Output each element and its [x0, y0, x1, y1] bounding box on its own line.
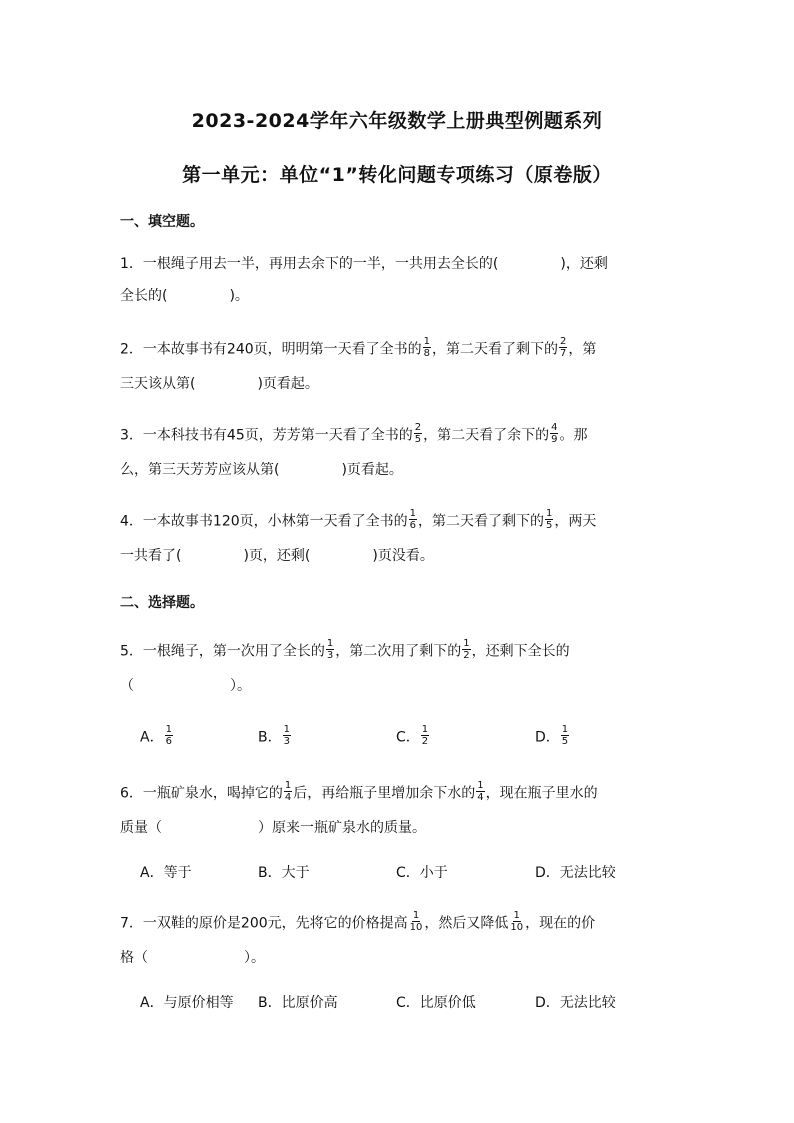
- option-c[interactable]: C．小于: [396, 865, 448, 881]
- fraction: $\frac{1}{4}$: [477, 780, 484, 803]
- fraction: $\frac{1}{2}$: [463, 638, 470, 661]
- option-d[interactable]: D．无法比较: [535, 995, 616, 1011]
- fraction: $\frac{1}{4}$: [284, 780, 292, 803]
- question-7-line-1: 7．一双鞋的原价是200元，先将它的价格提高 $\frac{1}{10}$ ，然后又降低 $\frac{1}{10}$ ，现在的价: [120, 910, 596, 933]
- fraction: $\frac{1}{3}$: [283, 724, 290, 747]
- question-7-line-2: 格（ ）。: [120, 950, 265, 966]
- question-2-line-1: 2．一本故事书有240页，明明第一天看了全书的 $\frac{1}{8}$ ，第二天看了剩下的 $\frac{2}{7}$ ，第: [120, 336, 597, 359]
- fraction: $\frac{1}{6}$: [409, 508, 417, 531]
- question-4-line-1: 4．一本故事书120页，小林第一天看了全书的 $\frac{1}{6}$ ，第二天看了剩下的 $\frac{1}{5}$ ，两天: [120, 508, 597, 531]
- option-b[interactable]: B． $\frac{1}{3}$: [258, 724, 290, 747]
- question-1-line-1: 1．一根绳子用去一半，再用去余下的一半，一共用去全长的( )，还剩: [120, 256, 608, 272]
- section-multiple-choice-heading: 二、选择题。: [120, 595, 204, 611]
- fraction: $\frac{1}{8}$: [423, 336, 431, 359]
- option-a[interactable]: A．与原价相等: [140, 995, 234, 1011]
- fraction: $\frac{2}{7}$: [560, 336, 567, 359]
- fraction: $\frac{4}{9}$: [551, 422, 558, 445]
- fraction: $\frac{1}{10}$: [409, 910, 423, 933]
- question-6-line-1: 6．一瓶矿泉水，喝掉它的 $\frac{1}{4}$ 后，再给瓶子里增加余下水的 $\frac{1}{4}$ ，现在瓶子里水的: [120, 780, 598, 803]
- question-5-line-2: （ ）。: [120, 678, 251, 694]
- option-a[interactable]: A． $\frac{1}{6}$: [140, 724, 172, 747]
- question-2-line-2: 三天该从第( )页看起。: [120, 376, 319, 392]
- question-6-line-2: 质量（ ）原来一瓶矿泉水的质量。: [120, 820, 426, 836]
- option-d[interactable]: D． $\frac{1}{5}$: [535, 724, 569, 747]
- fraction: $\frac{1}{2}$: [421, 724, 429, 747]
- question-1-line-2: 全长的( )。: [120, 288, 249, 304]
- question-5-line-1: 5．一根绳子，第一次用了全长的 $\frac{1}{3}$ ，第二次用了剩下的 $\frac{1}{2}$ ，还剩下全长的: [120, 638, 570, 661]
- option-b[interactable]: B．大于: [258, 865, 310, 881]
- fraction: $\frac{1}{10}$: [510, 910, 524, 933]
- fraction: $\frac{2}{5}$: [414, 422, 422, 445]
- worksheet-subtitle: 第一单元：单位“1”转化问题专项练习（原卷版）: [182, 164, 612, 186]
- option-d[interactable]: D．无法比较: [535, 865, 616, 881]
- fraction: $\frac{1}{5}$: [561, 724, 569, 747]
- fraction: $\frac{1}{3}$: [326, 638, 334, 661]
- option-b[interactable]: B．比原价高: [258, 995, 338, 1011]
- worksheet-title: 2023-2024学年六年级数学上册典型例题系列: [191, 110, 603, 132]
- question-4-line-2: 一共看了( )页，还剩( )页没看。: [120, 548, 434, 564]
- section-fill-in-heading: 一、填空题。: [120, 214, 204, 230]
- fraction: $\frac{1}{6}$: [165, 724, 172, 747]
- option-a[interactable]: A．等于: [140, 865, 192, 881]
- question-3-line-1: 3．一本科技书有45页，芳芳第一天看了全书的 $\frac{2}{5}$ ，第二天看了余下的 $\frac{4}{9}$ 。那: [120, 422, 588, 445]
- question-3-line-2: 么，第三天芳芳应该从第( )页看起。: [120, 462, 403, 478]
- option-c[interactable]: C．比原价低: [396, 995, 476, 1011]
- fraction: $\frac{1}{5}$: [546, 508, 553, 531]
- option-c[interactable]: C． $\frac{1}{2}$: [396, 724, 429, 747]
